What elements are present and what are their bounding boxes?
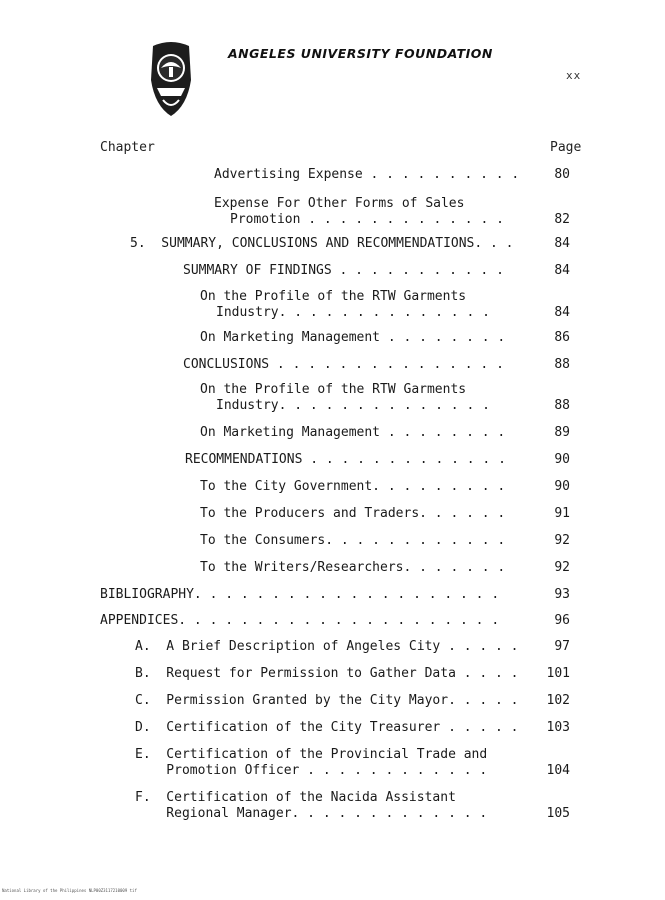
toc-entry: E. Certification of the Provincial Trade and Promotion Officer . . . . . . . . . . . . [135, 747, 488, 778]
toc-entry: APPENDICES. . . . . . . . . . . . . . . . . . . . . [100, 613, 500, 628]
column-heading-chapter: Chapter [100, 140, 155, 155]
toc-entry: A. A Brief Description of Angeles City . . . . . [135, 639, 519, 654]
toc-entry: To the Consumers. . . . . . . . . . . . [200, 533, 506, 548]
toc-entry: RECOMMENDATIONS . . . . . . . . . . . . . [185, 452, 506, 467]
toc-page: 92 [554, 560, 570, 575]
toc-entry: SUMMARY OF FINDINGS . . . . . . . . . . . [183, 263, 504, 278]
toc-entry: CONCLUSIONS . . . . . . . . . . . . . . . [183, 357, 504, 372]
toc-page: 103 [546, 720, 570, 735]
toc-page: 101 [546, 666, 570, 681]
toc-page: 89 [554, 425, 570, 440]
toc-page: 90 [554, 479, 570, 494]
toc-entry: On the Profile of the RTW Garments Industry. . . . . . . . . . . . . . [200, 289, 490, 320]
toc-entry: C. Permission Granted by the City Mayor. . . . . [135, 693, 519, 708]
toc-entry: To the Writers/Researchers. . . . . . . [200, 560, 506, 575]
toc-entry: To the Producers and Traders. . . . . . [200, 506, 506, 521]
toc-entry: To the City Government. . . . . . . . . [200, 479, 506, 494]
toc-entry: D. Certification of the City Treasurer . . . . . [135, 720, 519, 735]
toc-page: 84 [554, 305, 570, 320]
toc-page: 86 [554, 330, 570, 345]
toc-entry: On the Profile of the RTW Garments Industry. . . . . . . . . . . . . . [200, 382, 490, 413]
toc-entry: B. Request for Permission to Gather Data . . . . [135, 666, 519, 681]
toc-page: 102 [546, 693, 570, 708]
toc-entry: BIBLIOGRAPHY. . . . . . . . . . . . . . . . . . . . [100, 587, 500, 602]
toc-entry: On Marketing Management . . . . . . . . [200, 425, 506, 440]
toc-page: 96 [554, 613, 570, 628]
toc-entry: F. Certification of the Nacida Assistant Regional Manager. . . . . . . . . . . . . [135, 790, 488, 821]
toc-entry: 5. SUMMARY, CONCLUSIONS AND RECOMMENDATIONS. . . [130, 236, 514, 251]
university-seal-icon [147, 40, 195, 118]
column-heading-page: Page [550, 140, 582, 155]
toc-page: 84 [554, 236, 570, 251]
toc-page: 84 [554, 263, 570, 278]
toc-page: 105 [546, 806, 570, 821]
page-number: xx [566, 69, 582, 82]
toc-page: 88 [554, 398, 570, 413]
toc-entry: On Marketing Management . . . . . . . . [200, 330, 506, 345]
toc-page: 104 [546, 763, 570, 778]
foundation-name: ANGELES UNIVERSITY FOUNDATION [228, 46, 493, 61]
toc-entry: Expense For Other Forms of Sales Promotion . . . . . . . . . . . . . [214, 196, 504, 227]
toc-page: 80 [554, 167, 570, 182]
toc-page: 93 [554, 587, 570, 602]
toc-page: 82 [554, 212, 570, 227]
toc-page: 97 [554, 639, 570, 654]
toc-page: 91 [554, 506, 570, 521]
toc-page: 88 [554, 357, 570, 372]
toc-page: 90 [554, 452, 570, 467]
toc-entry: Advertising Expense . . . . . . . . . . [214, 167, 520, 182]
scan-footer: National Library of the Philippines NLP00Z3117210009 tif [2, 888, 137, 893]
toc-page: 92 [554, 533, 570, 548]
